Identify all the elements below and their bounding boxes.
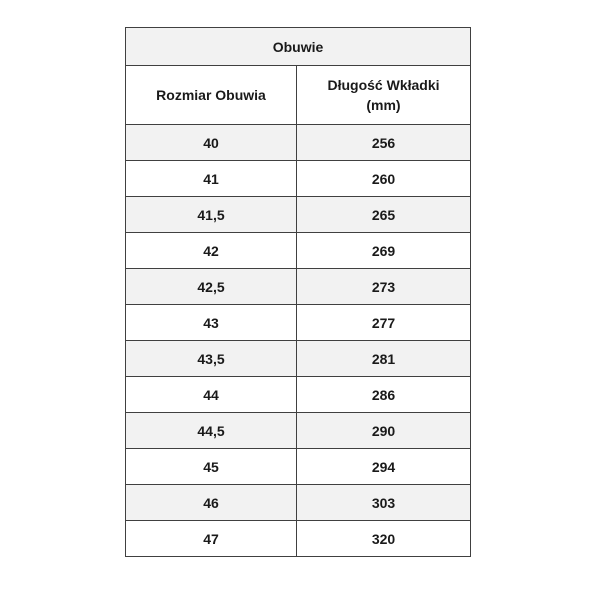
column-header-insole-length [297, 66, 471, 125]
insole-length-cell: 320 [297, 521, 471, 557]
table-row [126, 377, 471, 413]
insole-length-cell: 277 [297, 305, 471, 341]
insole-length-cell: 290 [297, 413, 471, 449]
insole-length-cell: 265 [297, 197, 471, 233]
shoe-size-cell: 46 [126, 485, 297, 521]
insole-length-cell: 286 [297, 377, 471, 413]
shoe-size-cell: 44 [126, 377, 297, 413]
column-header-insole-length-text: Długość Wkładki (mm) [327, 77, 440, 113]
shoe-size-table [125, 27, 471, 557]
table-row [126, 485, 471, 521]
shoe-size-cell: 41 [126, 161, 297, 197]
insole-length-cell: 273 [297, 269, 471, 305]
column-header-shoe-size: Rozmiar Obuwia [126, 66, 297, 125]
shoe-size-cell: 45 [126, 449, 297, 485]
shoe-size-cell: 47 [126, 521, 297, 557]
shoe-size-cell: 41,5 [126, 197, 297, 233]
table-row [126, 521, 471, 557]
table-title-row [126, 28, 471, 66]
table-row [126, 341, 471, 377]
table-row [126, 161, 471, 197]
shoe-size-cell: 42 [126, 233, 297, 269]
table-row [126, 197, 471, 233]
shoe-size-cell: 43 [126, 305, 297, 341]
table-header-row [126, 66, 471, 125]
shoe-size-cell: 42,5 [126, 269, 297, 305]
table-row [126, 233, 471, 269]
insole-length-cell: 260 [297, 161, 471, 197]
insole-length-cell: 256 [297, 125, 471, 161]
table-body [126, 125, 471, 557]
shoe-size-cell: 40 [126, 125, 297, 161]
table-row [126, 125, 471, 161]
table-row [126, 305, 471, 341]
shoe-size-cell: 43,5 [126, 341, 297, 377]
shoe-size-cell: 44,5 [126, 413, 297, 449]
table-row [126, 269, 471, 305]
insole-length-cell: 281 [297, 341, 471, 377]
table-title: Obuwie [126, 28, 471, 66]
table-row [126, 449, 471, 485]
insole-length-cell: 294 [297, 449, 471, 485]
insole-length-cell: 303 [297, 485, 471, 521]
insole-length-cell: 269 [297, 233, 471, 269]
table-row [126, 413, 471, 449]
